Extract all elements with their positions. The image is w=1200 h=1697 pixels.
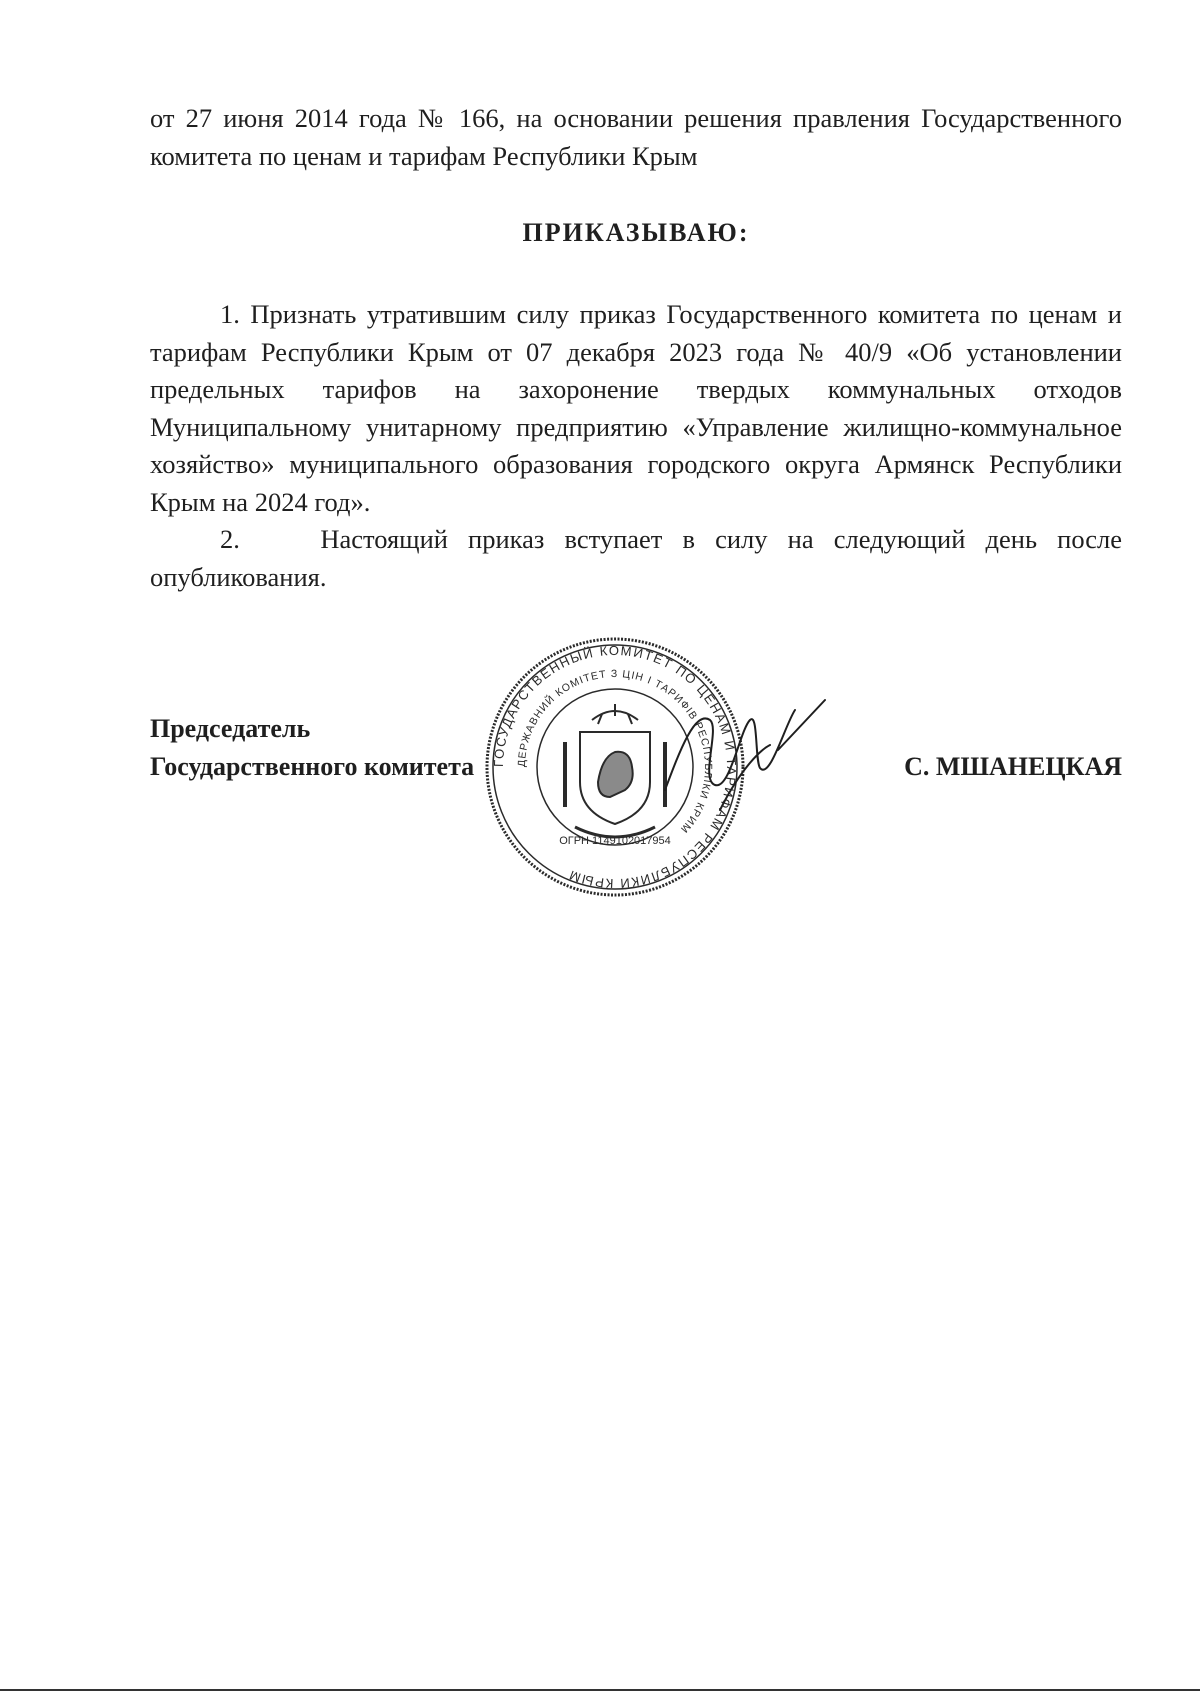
order-heading: ПРИКАЗЫВАЮ: — [522, 218, 750, 247]
order-item-2: 2. Настоящий приказ вступает в силу на следующий день после опубликования. — [150, 524, 1129, 592]
seal-ogrn: ОГРН 1149102017954 — [559, 835, 671, 847]
coat-of-arms-icon — [565, 704, 665, 837]
order-items — [150, 296, 1129, 596]
order-item-1: 1. Признать утратившим силу приказ Государственного комитета по ценам и тарифам Республики Крым от 07 декабря 2023 года № 40/9 «Об установлении предельных тарифов на захоронение твердых коммунальных отходов Муниципальному унитарному предприятию «Управление жилищно-коммунальное хозяйство» муниципального образования городского округа Армянск Республики Крым на 2024 год». — [150, 299, 1122, 517]
signatory-position-line2: Государственного комитета — [150, 752, 475, 781]
svg-text:ГОСУДАРСТВЕННЫЙ КОМИТЕТ ПО ЦЕН: ГОСУДАРСТВЕННЫЙ КОМИТЕТ ПО ЦЕНАМ И ТАРИФАМ РЕСПУБЛИКИ КРЫМ — [490, 642, 740, 892]
handwritten-signature — [660, 690, 830, 820]
svg-text:ДЕРЖАВНИЙ КОМІТЕТ З ЦІН І ТАРИ: ДЕРЖАВНИЙ КОМІТЕТ З ЦІН І ТАРИФІВ РЕСПУБЛІКИ КРИМ — [515, 667, 715, 836]
intro-paragraph: от 27 июня 2014 года № 166, на основании решения правления Государственного комитета по ценам и тарифам Республики Крым — [150, 103, 1122, 171]
page-bottom-rule — [0, 1689, 1200, 1691]
document-body — [150, 100, 1122, 175]
signatory-name: С. МШАНЕЦКАЯ — [904, 752, 1122, 781]
signatory-position — [150, 710, 474, 786]
signatory-position-line1: Председатель — [150, 714, 311, 743]
